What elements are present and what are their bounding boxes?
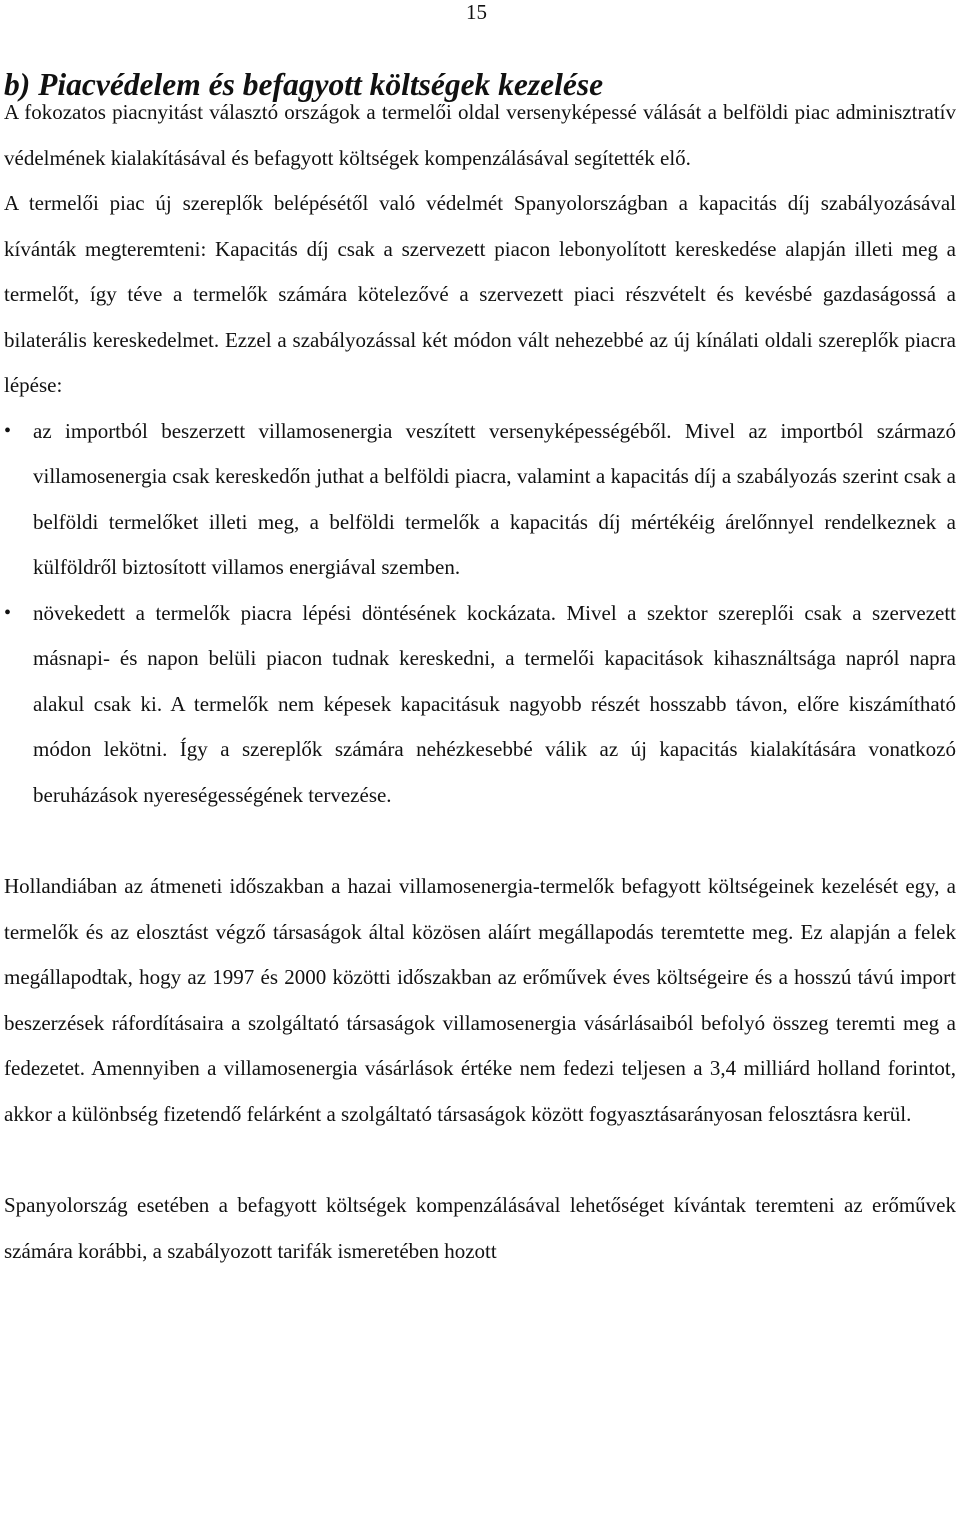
bullet-text: növekedett a termelők piacra lépési döntésének kockázata. Mivel a szektor szereplői csak a szervezett másnapi- és napon belüli piacon tudnak kereskedni, a termelői kapacitások kihasználtsága napról napra alakul csak ki. A termelők nem képesek kapacitásuk nagyobb részét hosszabb távon, előre kiszámítható módon lekötni. Így a szereplők számára nehézkesebbé válik az új kapacitás kialakítására vonatkozó beruházások nyereségességének tervezése. [33, 600, 956, 807]
spain-stranded-costs-paragraph: Spanyolország esetében a befagyott költségek kompenzálásával lehetőséget kívántak teremteni az erőművek számára korábbi, a szabályozott tarifák ismeretében hozott [4, 1193, 956, 1263]
netherlands-paragraph: Hollandiában az átmeneti időszakban a hazai villamosenergia-termelők befagyott költségeinek kezelését egy, a termelők és az elosztást végző társaságok által közösen aláírt megállapodás teremtette meg. Ez alapján a felek megállapodtak, hogy az 1997 és 2000 közötti időszakban az erőművek éves költségeire és a hosszú távú import beszerzések ráfordításaira a szolgáltató társaságok villamosenergia vásárlásaiból befolyó összeg teremti meg a fedezetet. Amennyiben a villamosenergia vásárlások értéke nem fedezi teljesen a 3,4 milliárd holland forintot, akkor a különbség fizetendő felárként a szolgáltató társaságok között fogyasztásarányosan felosztásra kerül. [4, 874, 956, 1126]
intro-paragraph: A fokozatos piacnyitást választó országok a termelői oldal versenyképessé válását a belföldi piac adminisztratív védelmének kialakításával és befagyott költségek kompenzálásával segítették elő. [4, 100, 956, 170]
effects-bullet-list [4, 409, 956, 819]
bullet-icon: • [4, 601, 12, 624]
page-content [4, 67, 956, 1274]
paragraph-spacer [4, 1137, 956, 1183]
paragraph-spacer [4, 818, 956, 864]
section-heading: b) Piacvédelem és befagyott költségek kezelése [4, 67, 604, 102]
bullet-item-risk [4, 591, 956, 819]
bullet-item-import [4, 409, 956, 591]
spain-capacity-fee-paragraph: A termelői piac új szereplők belépésétől való védelmét Spanyolországban a kapacitás díj szabályozásával kívánták megteremteni: Kapacitás díj csak a szervezett piacon lebonyolított kereskedése alapján illeti meg a termelőt, így téve a termelők számára kötelezővé a szervezett piaci részvételt és kevésbé gazdaságossá a bilaterális kereskedelmet. Ezzel a szabályozással két módon vált nehezebbé az új kínálati oldali szereplők piacra lépése: [4, 191, 956, 397]
bullet-text: az importból beszerzett villamosenergia veszített versenyképességéből. Mivel az importból származó villamosenergia csak kereskedőn juthat a belföldi piacra, valamint a kapacitás díj a szabályozás szerint csak a belföldi termelőket illeti meg, a belföldi termelők a kapacitás díj mértékéig árelőnnyel rendelkeznek a külföldről biztosított villamos energiával szemben. [33, 418, 956, 579]
page-number: 15 [466, 0, 487, 24]
bullet-icon: • [4, 419, 12, 442]
